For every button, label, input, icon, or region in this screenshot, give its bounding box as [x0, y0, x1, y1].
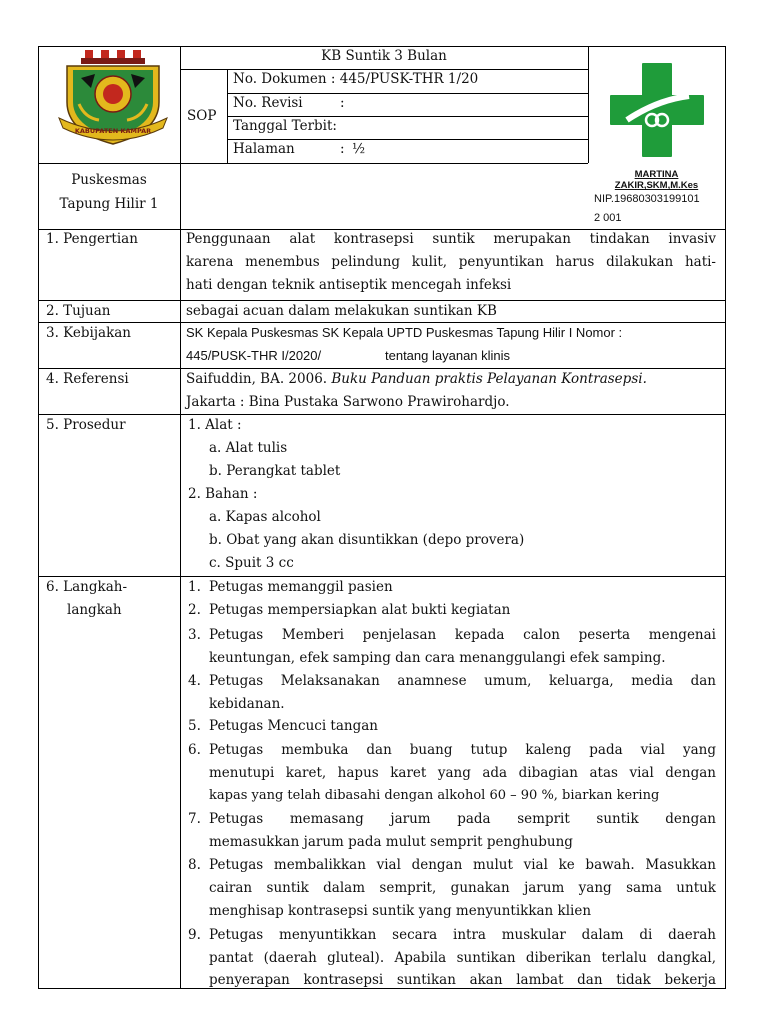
kampar-regency-logo [55, 48, 171, 148]
prosedur-item: a. Kapas alcohol [209, 509, 321, 525]
divider [38, 163, 588, 164]
step-number: 5. [188, 718, 201, 734]
step-line: Petugas membuka dan buang tutup kaleng pada vial yang [209, 742, 716, 758]
document-number: No. Dokumen : 445/PUSK-THR 1/20 [233, 71, 479, 87]
divider [227, 69, 228, 163]
sop-title: KB Suntik 3 Bulan [321, 48, 447, 64]
kebijakan-line-2b: tentang layanan klinis [385, 348, 511, 363]
step-line: Petugas mempersiapkan alat bukti kegiatan [209, 602, 511, 618]
step-line: memasukkan jarum pada mulut semprit penghubung [209, 834, 573, 850]
step-line: kebidanan. [209, 696, 285, 712]
prosedur-item: a. Alat tulis [209, 440, 288, 456]
step-line: Petugas memasang jarum pada semprit suntik dengan [209, 811, 716, 827]
kebijakan-line-1: SK Kepala Puskesmas SK Kepala UPTD Puskesmas Tapung Hilir I Nomor : [186, 325, 623, 340]
step-line: menghisap kontrasepsi suntik yang menyuntikkan klien [209, 903, 592, 919]
step-number: 1. [188, 579, 201, 595]
sop-label: SOP [187, 108, 217, 124]
step-number: 3. [188, 627, 201, 643]
step-line: Petugas membalikkan vial dengan mulut vial ke bawah. Masukkan [209, 857, 716, 873]
referensi-line-1 [186, 370, 647, 388]
step-line: Petugas Mencuci tangan [209, 718, 378, 734]
section-label-pengertian: 1. Pengertian [46, 231, 138, 247]
step-line: keuntungan, efek samping dan cara menanggulangi efek samping. [209, 650, 666, 666]
section-label-referensi: 4. Referensi [46, 371, 129, 387]
step-line: Petugas Memberi penjelasan kepada calon peserta mengenai [209, 627, 716, 643]
divider [180, 46, 181, 989]
signer-nip [594, 190, 700, 228]
step-line: pantat (daerah gluteal). Apabila suntikan diberikan terlalu dangkal, [209, 950, 716, 966]
puskesmas-line-1: Puskesmas [71, 172, 147, 188]
prosedur-item: c. Spuit 3 cc [209, 555, 294, 571]
divider [38, 300, 726, 301]
step-number: 9. [188, 927, 201, 943]
signer-name [588, 169, 725, 191]
step-line: menutupi karet, hapus karet yang ada dibagian atas vial dengan [209, 765, 716, 781]
referensi-author: Saifuddin, BA. 2006. [186, 371, 328, 387]
prosedur-item: 2. Bahan : [188, 486, 258, 502]
kebijakan-line-2a: 445/PUSK-THR I/2020/ [186, 348, 322, 363]
step-number: 4. [188, 673, 201, 689]
nip-line-2: 2 001 [594, 212, 622, 224]
page-separator: : [340, 141, 345, 157]
step-number: 8. [188, 857, 201, 873]
section-label-langkah-2: langkah [67, 602, 122, 618]
puskesmas-name [38, 168, 180, 216]
divider [38, 368, 726, 369]
step-line: Petugas Melaksanakan anamnese umum, keluarga, media dan [209, 673, 716, 689]
signer-line-1: MARTINA [634, 169, 679, 180]
section-label-kebijakan: 3. Kebijakan [46, 325, 132, 341]
step-line: Petugas menyuntikkan secara intra muskular dalam di daerah [209, 927, 716, 943]
pengertian-line: Penggunaan alat kontrasepsi suntik merupakan tindakan invasiv [186, 231, 716, 247]
shield-emblem-icon [55, 48, 171, 148]
step-number: 7. [188, 811, 201, 827]
step-line: penyerapan kontrasepsi suntikan akan lambat dan tidak bekerja [209, 972, 716, 988]
step-number: 6. [188, 742, 201, 758]
step-number: 2. [188, 602, 201, 618]
pengertian-line: karena menembus pelindung kulit, penyuntikan harus dilakukan hati- [186, 254, 716, 270]
section-label-prosedur: 5. Prosedur [46, 417, 126, 433]
divider [38, 414, 726, 415]
puskesmas-logo [607, 60, 707, 160]
tujuan-text: sebagai acuan dalam melakukan suntikan KB [186, 303, 497, 319]
step-line: Petugas memanggil pasien [209, 579, 393, 595]
health-cross-icon [607, 60, 707, 160]
issue-date-label: Tanggal Terbit: [233, 118, 337, 134]
page-value: ½ [352, 141, 366, 157]
puskesmas-line-2: Tapung Hilir 1 [59, 196, 159, 212]
revision-number-label: No. Revisi [233, 95, 303, 111]
prosedur-item: b. Obat yang akan disuntikkan (depo provera) [209, 532, 525, 548]
table-border-right [725, 46, 726, 989]
page-label: Halaman [233, 141, 295, 157]
step-line: cairan suntik dalam semprit, gunakan jarum yang sama untuk [209, 880, 716, 896]
signer-line-2: ZAKIR,SKM,M.Kes [614, 180, 699, 191]
divider [38, 576, 726, 577]
prosedur-item: b. Perangkat tablet [209, 463, 341, 479]
svg-text:KABUPATEN KAMPAR: KABUPATEN KAMPAR [74, 127, 152, 135]
revision-number-separator: : [340, 95, 345, 111]
pengertian-line: hati dengan teknik antiseptik mencegah infeksi [186, 277, 512, 293]
referensi-line-2: Jakarta : Bina Pustaka Sarwono Prawirohardjo. [186, 394, 510, 410]
section-label-langkah-1: 6. Langkah- [46, 579, 128, 595]
step-line: kapas yang telah dibasahi dengan alkohol 60 – 90 %, biarkan kering [209, 788, 660, 803]
nip-line-1: NIP.19680303199101 [594, 193, 700, 205]
referensi-book-title: Buku Panduan praktis Pelayanan Kontrasepsi. [331, 371, 647, 387]
section-label-tujuan: 2. Tujuan [46, 303, 111, 319]
prosedur-item: 1. Alat : [188, 417, 242, 433]
divider [588, 46, 589, 163]
divider [38, 322, 726, 323]
